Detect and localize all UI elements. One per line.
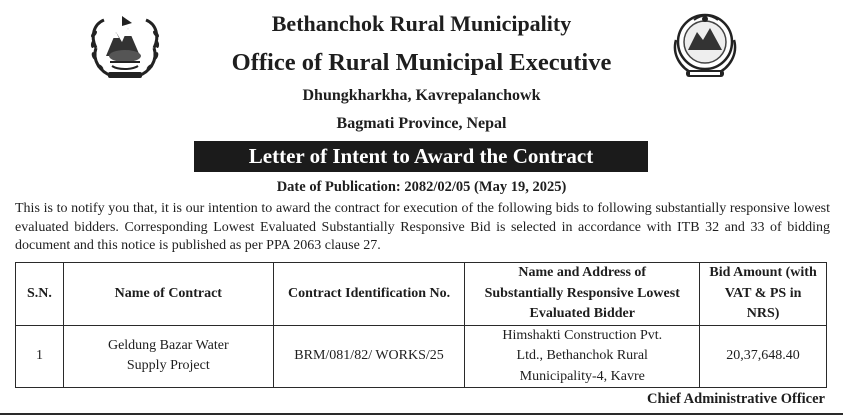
address-line-2: Bagmati Province, Nepal [336, 115, 507, 132]
publication-date: Date of Publication: 2082/02/05 (May 19, 2025) [276, 179, 567, 195]
bottom-divider [0, 413, 843, 415]
cell-contract-id: BRM/081/82/ WORKS/25 [273, 325, 465, 388]
cell-contract-name: Geldung Bazar Water Supply Project [63, 325, 273, 388]
municipality-name: Bethanchok Rural Municipality [271, 11, 572, 36]
header-bid-amount: Bid Amount (with VAT & PS in NRS) [700, 263, 827, 326]
signatory-title: Chief Administrative Officer [647, 391, 825, 407]
header-bidder: Name and Address of Substantially Responsive Lowest Evaluated Bidder [465, 263, 700, 326]
table-header-row [16, 263, 827, 326]
notice-body: This is to notify you that, it is our intention to award the contract for execution of the following bids to following substantially responsive lowest evaluated bidders. Corresponding Lowest Evaluated Substantially Responsive Bid is selected in accordance with ITB 32 and 33 of bidding document and this notice is published as per PPA 2063 clause 27. [15, 201, 830, 253]
header-sn: S.N. [16, 263, 64, 326]
header-contract-name: Name of Contract [63, 263, 273, 326]
header-contract-id: Contract Identification No. [273, 263, 465, 326]
award-table [15, 262, 827, 388]
table-row [16, 325, 827, 388]
cell-sn: 1 [16, 325, 64, 388]
office-name: Office of Rural Municipal Executive [231, 49, 612, 76]
cell-bid-amount: 20,37,648.40 [700, 325, 827, 388]
cell-bidder: Himshakti Construction Pvt. Ltd., Bethanchok Rural Municipality-4, Kavre [465, 325, 700, 388]
notice-title-banner: Letter of Intent to Award the Contract [194, 141, 648, 172]
address-line-1: Dhungkharkha, Kavrepalanchowk [302, 87, 541, 104]
